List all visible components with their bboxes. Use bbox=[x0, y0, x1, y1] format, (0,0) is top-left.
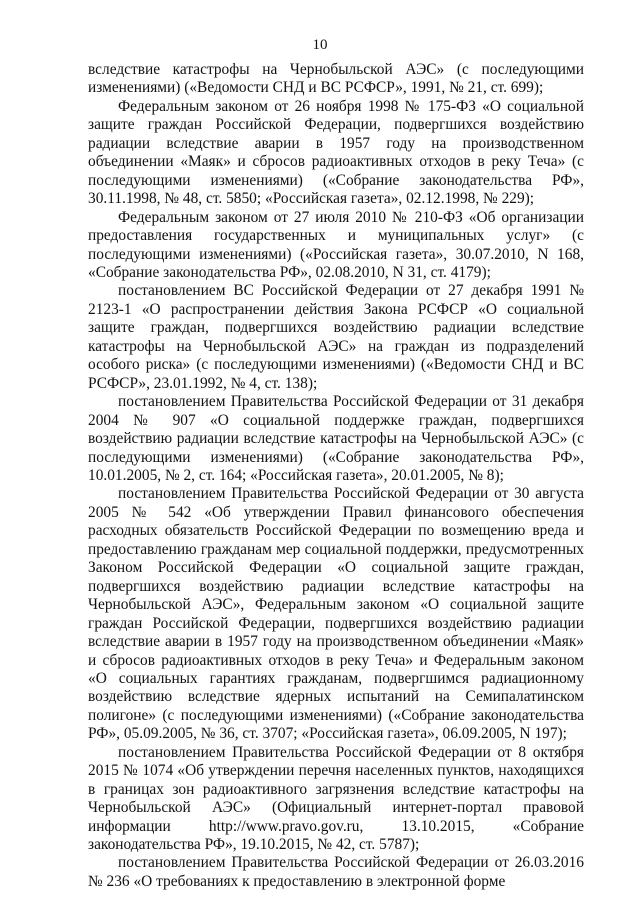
paragraph-resolution-907: постановлением Правительства Российской Федерации от 31 декабря 2004 № 907 «О социальной поддержке граждан, подвергшихся воздействию радиации вследствие катастрофы на Чернобыльской АЭС» (с последующими изменениями) («Собрание законодательства РФ», 10.01.2005, № 2, ст. 164; «Российская газета», 20.01.2005, № 8); bbox=[88, 393, 584, 484]
paragraph-federal-law-175: Федеральным законом от 26 ноября 1998 № 175-ФЗ «О социальной защите граждан Российской Федерации, подвергшихся воздействию радиации вследствие аварии в 1957 году на производственном объединении «Маяк» и сбросов радиоактивных отходов в реку Теча» (с последующими изменениями) («Собрание законодательства РФ», 30.11.1998, № 48, ст. 5850; «Российская газета», 02.12.1998, № 229); bbox=[88, 97, 584, 208]
paragraph-resolution-1074: постановлением Правительства Российской Федерации от 8 октября 2015 № 1074 «Об утверждении перечня населенных пунктов, находящихся в границах зон радиоактивного загрязнения вследствие катастрофы на Чернобыльской АЭС» (Официальный интернет-портал правовой информации http://www.pravo.gov.ru, 13.10.2015, «Собрание законодательства РФ», 19.10.2015, № 42, ст. 5787); bbox=[88, 743, 584, 854]
paragraph-resolution-542: постановлением Правительства Российской Федерации от 30 августа 2005 № 542 «Об утверждении Правил финансового обеспечения расходных обязательств Российской Федерации по возмещению вреда и предоставлению гражданам мер социальной поддержки, предусмотренных Законом Российской Федерации «О социальной защите граждан, подвергшихся воздействию радиации вследствие катастрофы на Чернобыльской АЭС», Федеральным законом «О социальной защите граждан Российской Федерации, подвергшихся воздействию радиации вследствие аварии в 1957 году на производственном объединении «Маяк» и сбросов радиоактивных отходов в реку Теча» и Федеральным законом «О социальных гарантиях гражданам, подвергшимся радиационному воздействию вследствие ядерных испытаний на Семипалатинском полигоне» (с последующими изменениями) («Собрание законодательства РФ», 05.09.2005, № 36, ст. 3707; «Российская газета», 06.09.2005, N 197); bbox=[88, 485, 584, 743]
paragraph-continuation: вследствие катастрофы на Чернобыльской АЭС» (с последующими изменениями) («Ведомости СНД и ВС РСФСР», 1991, № 21, ст. 699); bbox=[88, 61, 584, 97]
paragraph-resolution-2123-1: постановлением ВС Российской Федерации от 27 декабря 1991 № 2123-1 «О распространении действия Закона РСФСР «О социальной защите граждан, подвергшихся воздействию радиации вследствие катастрофы на Чернобыльской АЭС» на граждан из подразделений особого риска» (с последующими изменениями) («Ведомости СНД и ВС РСФСР», 23.01.1992, № 4, ст. 138); bbox=[88, 282, 584, 392]
document-body bbox=[88, 61, 584, 891]
page-number: 10 bbox=[312, 37, 328, 53]
paragraph-federal-law-210: Федеральным законом от 27 июля 2010 № 210-ФЗ «Об организации предоставления государственных и муниципальных услуг» (с последующими изменениями) («Российская газета», 30.07.2010, N 168, «Собрание законодательства РФ», 02.08.2010, N 31, ст. 4179); bbox=[88, 208, 584, 281]
paragraph-resolution-236: постановлением Правительства Российской Федерации от 26.03.2016 № 236 «О требованиях к предоставлению в электронной форме bbox=[88, 854, 584, 890]
